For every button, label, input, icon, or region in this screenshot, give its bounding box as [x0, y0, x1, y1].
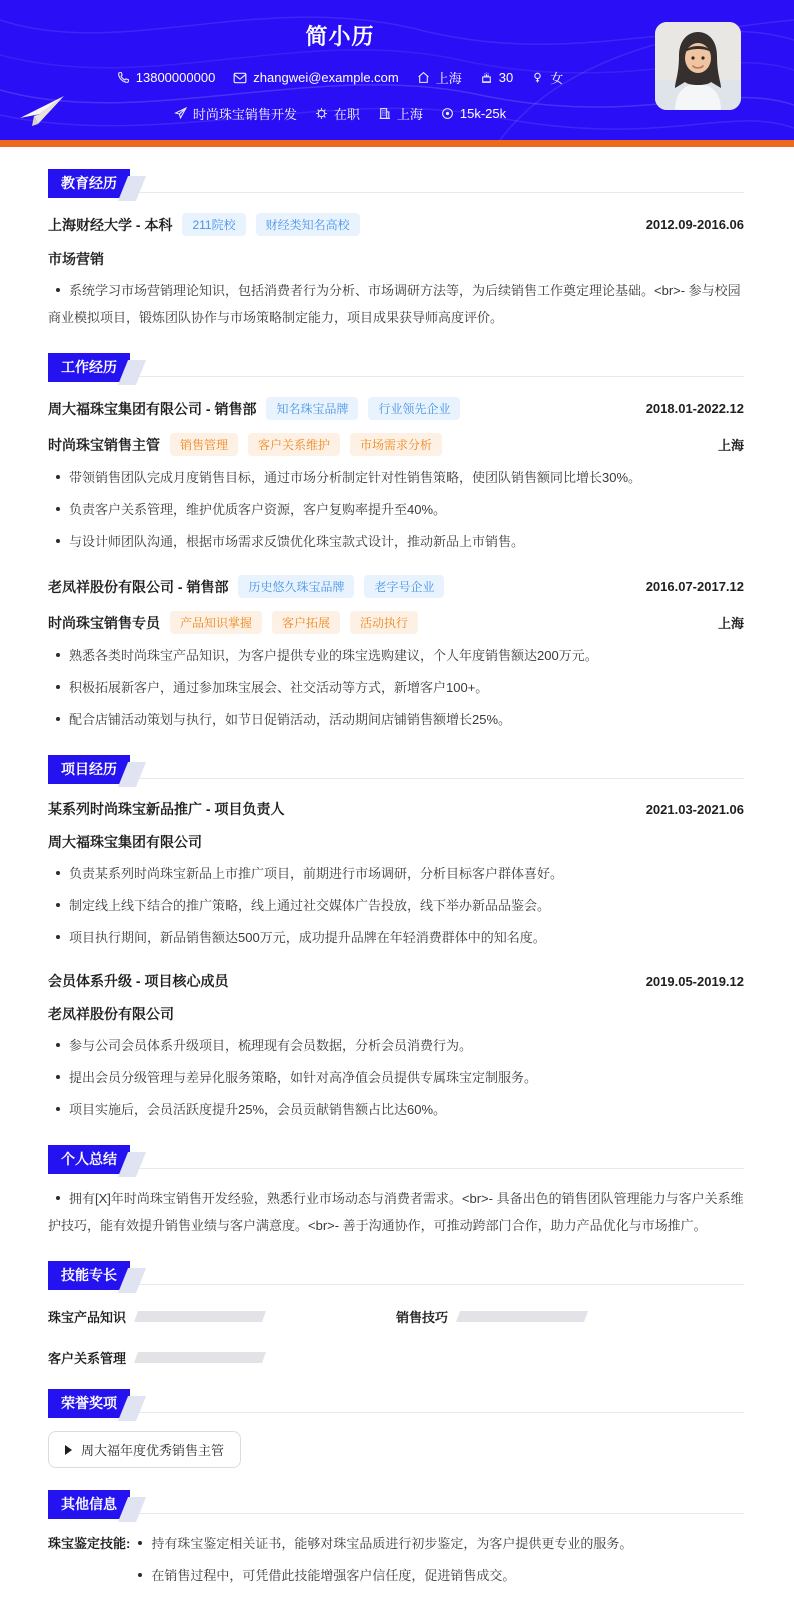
resume-body	[0, 147, 794, 1619]
gender-icon	[531, 71, 544, 84]
bullet-dot-icon	[56, 935, 60, 939]
other-label: 珠宝鉴定技能:	[48, 1536, 131, 1551]
skill-label: 销售技巧	[396, 1310, 449, 1325]
section-badge: 荣誉奖项	[48, 1389, 130, 1418]
role-tag: 销售管理	[170, 433, 238, 456]
section-header-summary	[48, 1145, 744, 1169]
header-banner	[0, 0, 794, 140]
email-value: zhangwei@example.com	[253, 70, 399, 85]
role-tag: 活动执行	[350, 611, 418, 634]
job-intent-value: 时尚珠宝销售开发	[192, 107, 297, 122]
section-badge: 教育经历	[48, 169, 130, 198]
work-date: 2016.07-2017.12	[645, 579, 744, 594]
section-projects	[48, 755, 744, 1123]
job-status-value: 在职	[333, 107, 360, 122]
section-badge: 工作经历	[48, 353, 130, 382]
bullet-dot-icon	[56, 717, 60, 721]
company-tag: 历史悠久珠宝品牌	[238, 575, 354, 598]
education-date: 2012.09-2016.06	[645, 217, 744, 232]
school-tag: 211院校	[182, 213, 245, 236]
work-city-value: 上海	[396, 107, 423, 122]
building-icon	[378, 107, 391, 120]
header-info	[0, 0, 680, 140]
email-icon	[233, 72, 247, 84]
work-city-item	[378, 104, 423, 123]
phone-item	[117, 70, 216, 85]
project-name: 某系列时尚珠宝新品推广 - 项目负责人	[48, 801, 285, 817]
education-bullet: 系统学习市场营销理论知识，包括消费者行为分析、市场调研方法等，为后续销售工作奠定理论基础。<br>- 参与校园商业模拟项目，锻炼团队协作与市场策略制定能力，项目成果获导师高度评价。	[48, 283, 741, 325]
skill-item	[48, 1307, 396, 1326]
project-bullet: 制定线上线下结合的推广策略，线上通过社交媒体广告投放，线下举办新品品鉴会。	[48, 892, 744, 919]
skill-item	[48, 1348, 396, 1367]
work-location: 上海	[717, 616, 744, 631]
phone-value: 13800000000	[135, 70, 216, 85]
work-bullet: 带领销售团队完成月度销售目标，通过市场分析制定针对性销售策略，使团队销售额同比增长30%。	[48, 464, 744, 491]
skill-label: 珠宝产品知识	[48, 1310, 127, 1325]
honor-label: 周大福年度优秀销售主管	[81, 1443, 225, 1458]
section-education	[48, 169, 744, 331]
section-honors	[48, 1389, 744, 1468]
home-city-item	[417, 68, 462, 87]
project-date: 2021.03-2021.06	[645, 801, 744, 817]
project-entry	[48, 971, 744, 1123]
project-bullet: 参与公司会员体系升级项目，梳理现有会员数据，分析会员消费行为。	[48, 1032, 744, 1059]
age-icon	[480, 71, 493, 84]
gender-value: 女	[550, 71, 564, 86]
bullet-dot-icon	[56, 903, 60, 907]
bullet-dot-icon	[56, 539, 60, 543]
bullet-dot-icon	[138, 1541, 142, 1545]
project-bullet: 负责某系列时尚珠宝新品上市推广项目，前期进行市场调研，分析目标客户群体喜好。	[48, 860, 744, 887]
skill-item	[396, 1307, 744, 1326]
bullet-dot-icon	[56, 507, 60, 511]
role-tag: 客户关系维护	[248, 433, 340, 456]
major-name: 市场营销	[48, 251, 104, 267]
work-bullet: 负责客户关系管理，维护优质客户资源，客户复购率提升至40%。	[48, 496, 744, 523]
summary-bullet: 拥有[X]年时尚珠宝销售开发经验，熟悉行业市场动态与消费者需求。<br>- 具备出色的销售团队管理能力与客户关系维护技巧，能有效提升销售业绩与客户满意度。<br>- 善于沟通协作，可推动跨部门合作，助力产品优化与市场推广。	[48, 1191, 744, 1233]
work-date: 2018.01-2022.12	[645, 401, 744, 416]
section-header-honors	[48, 1389, 744, 1413]
section-work	[48, 353, 744, 733]
project-bullet: 项目执行期间，新品销售额达500万元，成功提升品牌在年轻消费群体中的知名度。	[48, 924, 744, 951]
company-tag: 老字号企业	[364, 575, 444, 598]
role-tag: 产品知识掌握	[170, 611, 262, 634]
job-target-icon	[174, 107, 187, 120]
other-bullet: 持有珠宝鉴定相关证书，能够对珠宝品质进行初步鉴定，为客户提供更专业的服务。	[130, 1530, 744, 1557]
section-other	[48, 1490, 744, 1589]
role-name: 时尚珠宝销售专员	[48, 614, 160, 631]
project-name: 会员体系升级 - 项目核心成员	[48, 973, 229, 989]
accent-stripe	[0, 140, 794, 147]
contact-row-2	[174, 104, 506, 123]
project-company: 周大福珠宝集团有限公司	[48, 834, 202, 850]
status-gear-icon	[315, 107, 328, 120]
email-item	[233, 70, 398, 85]
bullet-dot-icon	[56, 1043, 60, 1047]
age-value: 30	[498, 70, 514, 85]
project-bullet: 提出会员分级管理与差异化服务策略，如针对高净值会员提供专属珠宝定制服务。	[48, 1064, 744, 1091]
home-icon	[417, 71, 430, 84]
section-badge: 其他信息	[48, 1490, 130, 1519]
work-bullet: 熟悉各类时尚珠宝产品知识，为客户提供专业的珠宝选购建议，个人年度销售额达200万元。	[48, 642, 744, 669]
bullet-dot-icon	[56, 288, 60, 292]
company-name: 周大福珠宝集团有限公司 - 销售部	[48, 400, 257, 417]
skill-bar	[456, 1311, 588, 1322]
salary-icon	[441, 107, 454, 120]
bullet-dot-icon	[138, 1573, 142, 1577]
company-name: 老凤祥股份有限公司 - 销售部	[48, 578, 229, 595]
section-skills	[48, 1261, 744, 1367]
company-tag: 行业领先企业	[368, 397, 460, 420]
other-bullet: 在销售过程中，可凭借此技能增强客户信任度，促进销售成交。	[130, 1562, 744, 1589]
bullet-dot-icon	[56, 1107, 60, 1111]
section-header-work	[48, 353, 744, 377]
project-bullet: 项目实施后，会员活跃度提升25%，会员贡献销售额占比达60%。	[48, 1096, 744, 1123]
section-badge: 个人总结	[48, 1145, 130, 1174]
section-header-projects	[48, 755, 744, 779]
resume-title: 简小历	[305, 24, 375, 49]
honor-item-button[interactable]	[48, 1431, 241, 1468]
section-header-skills	[48, 1261, 744, 1285]
project-date: 2019.05-2019.12	[645, 973, 744, 989]
job-intent-item	[174, 104, 297, 123]
phone-icon	[117, 71, 130, 84]
project-company: 老凤祥股份有限公司	[48, 1006, 174, 1022]
salary-value: 15k-25k	[459, 106, 507, 121]
role-tag: 客户拓展	[272, 611, 340, 634]
education-entry	[48, 213, 744, 331]
home-city-value: 上海	[435, 71, 462, 86]
company-tag: 知名珠宝品牌	[266, 397, 358, 420]
bullet-dot-icon	[56, 871, 60, 875]
work-entry	[48, 397, 744, 555]
profile-photo	[655, 22, 741, 110]
work-entry	[48, 575, 744, 733]
work-location: 上海	[717, 438, 744, 453]
section-header-other	[48, 1490, 744, 1514]
skill-bar	[134, 1352, 266, 1363]
school-tag: 财经类知名高校	[256, 213, 360, 236]
section-badge: 项目经历	[48, 755, 130, 784]
other-info-row	[48, 1530, 744, 1589]
school-name: 上海财经大学 - 本科	[48, 216, 173, 233]
section-header-education	[48, 169, 744, 193]
salary-item	[441, 106, 506, 121]
role-name: 时尚珠宝销售主管	[48, 436, 160, 453]
role-tag: 市场需求分析	[350, 433, 442, 456]
age-item	[480, 70, 513, 85]
work-bullet: 积极拓展新客户，通过参加珠宝展会、社交活动等方式，新增客户100+。	[48, 674, 744, 701]
bullet-dot-icon	[56, 1075, 60, 1079]
bullet-dot-icon	[56, 475, 60, 479]
job-status-item	[315, 104, 360, 123]
project-entry	[48, 799, 744, 951]
skill-label: 客户关系管理	[48, 1351, 127, 1366]
skills-grid	[48, 1307, 744, 1367]
contact-row-1	[117, 68, 563, 87]
section-badge: 技能专长	[48, 1261, 130, 1290]
work-bullet: 配合店铺活动策划与执行，如节日促销活动，活动期间店铺销售额增长25%。	[48, 706, 744, 733]
section-summary	[48, 1145, 744, 1239]
play-triangle-icon	[65, 1445, 72, 1455]
work-bullet: 与设计师团队沟通，根据市场需求反馈优化珠宝款式设计，推动新品上市销售。	[48, 528, 744, 555]
skill-bar	[134, 1311, 266, 1322]
gender-item	[531, 68, 563, 87]
bullet-dot-icon	[56, 1196, 60, 1200]
bullet-dot-icon	[56, 685, 60, 689]
bullet-dot-icon	[56, 653, 60, 657]
